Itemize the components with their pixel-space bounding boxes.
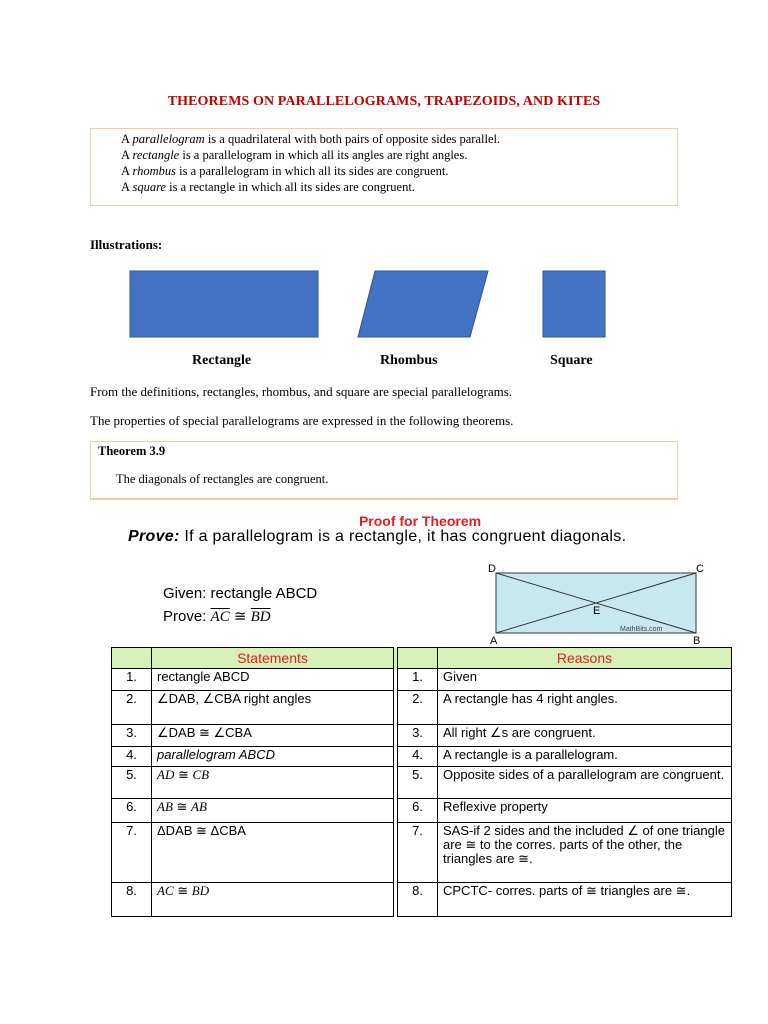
diagram-credit: MathBits.com xyxy=(620,626,663,633)
theorem-box xyxy=(90,441,678,500)
rectangle-abcd-diagram xyxy=(484,563,714,645)
intersection-e-label: E xyxy=(593,605,601,617)
illustration-shapes xyxy=(120,262,620,342)
table-row: 5. $\overline{AD}$ ≅ $\overline{CB}$ 5. Opposite sides of a parallelogram are congruent. xyxy=(112,767,732,799)
definition-square: A square is a rectangle in which all its sides are congruent. xyxy=(121,180,415,194)
definition-parallelogram: A parallelogram is a quadrilateral with both pairs of opposite sides parallel. xyxy=(121,132,501,146)
definitions-box xyxy=(90,128,678,206)
definition-rectangle: A rectangle is a parallelogram in which all its angles are right angles. xyxy=(121,148,468,162)
table-row: 6. $\overline{AB}$ ≅ $\overline{AB}$ 6. Reflexive property xyxy=(112,799,732,823)
square-shape xyxy=(543,271,605,337)
rectangle-shape xyxy=(130,271,318,337)
vertex-c-label: C xyxy=(696,563,704,575)
illustrations-label: Illustrations: xyxy=(90,237,163,252)
paragraph-theorems-intro: The properties of special parallelograms are expressed in the following theorems. xyxy=(90,413,514,428)
proof-header-row xyxy=(112,648,732,669)
prove-goal: Prove: $\overline{AC}$ ≅ $\overline{BD}$ xyxy=(163,608,271,625)
caption-rectangle: Rectangle xyxy=(192,353,252,368)
vertex-d-label: D xyxy=(488,563,496,575)
proof-heading: Proof for Theorem xyxy=(358,513,482,529)
table-row: 1. rectangle ABCD 1. Given xyxy=(112,669,732,691)
caption-square: Square xyxy=(550,353,593,368)
definition-rhombus: A rhombus is a parallelogram in which all its sides are congruent. xyxy=(121,164,449,178)
given-line: Given: rectangle ABCD xyxy=(163,585,318,602)
rhombus-shape xyxy=(358,271,488,337)
table-row: 4. parallelogram ABCD 4. A rectangle is a parallelogram. xyxy=(112,747,732,767)
table-row: 2. ∠DAB, ∠CBA right angles 2. A rectangle has 4 right angles. xyxy=(112,691,732,725)
table-row: 7. ΔDAB ≅ ΔCBA 7. SAS-if 2 sides and the included ∠ of one triangle are ≅ to the corres. parts of the other, the triangles are ≅. xyxy=(112,823,732,883)
prove-statement: Prove: If a parallelogram is a rectangle, it has congruent diagonals. xyxy=(128,528,627,545)
theorem-title: Theorem 3.9 xyxy=(98,444,166,458)
proof-table xyxy=(111,647,732,917)
table-row: 8. $\overline{AC}$ ≅ $\overline{BD}$ 8. CPCTC- corres. parts of ≅ triangles are ≅. xyxy=(112,883,732,917)
statements-header: Statements xyxy=(152,648,394,669)
page-title: THEOREMS ON PARALLELOGRAMS, TRAPEZOIDS, AND KITES xyxy=(167,94,601,109)
caption-rhombus: Rhombus xyxy=(380,353,438,368)
vertex-b-label: B xyxy=(693,635,701,645)
paragraph-special-parallelograms: From the definitions, rectangles, rhombus, and square are special parallelograms. xyxy=(90,384,513,399)
vertex-a-label: A xyxy=(490,635,498,645)
table-row: 3. ∠DAB ≅ ∠CBA 3. All right ∠s are congruent. xyxy=(112,725,732,747)
theorem-statement: The diagonals of rectangles are congruent. xyxy=(116,472,329,486)
reasons-header: Reasons xyxy=(438,648,732,669)
